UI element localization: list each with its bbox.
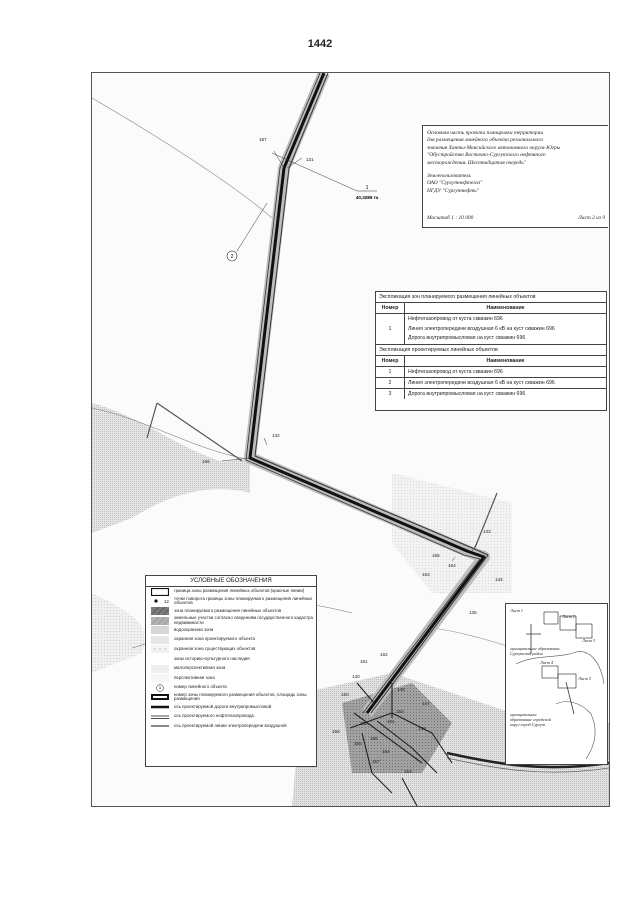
- legend-text: охранная зона существующих объектов: [174, 645, 256, 651]
- point-label-156: 156: [370, 736, 378, 741]
- legend-text: охранная зона проектируемого объекта: [174, 636, 255, 642]
- legend-swatch-line-thin: [151, 722, 169, 730]
- zones-table-caption: Экспликация зон планируемого размещения линейных объектов: [379, 294, 536, 300]
- point-label-155: 155: [354, 741, 362, 746]
- objects-col-number: Номер: [376, 356, 405, 366]
- objects-row-name: Линия электропередачи воздушная 6 кВ на куст скважин 696: [408, 380, 555, 386]
- legend-text: зона планируемого размещения линейных объектов: [174, 607, 282, 613]
- zones-table-header: [376, 302, 606, 314]
- land-user-label: Землепользователь: [427, 173, 471, 180]
- stamp-line: "Обустройство Восточно-Сургутского нефтяного: [427, 152, 546, 159]
- legend-swatch-number: 1: [158, 685, 162, 691]
- point-label-157: 157: [372, 759, 380, 764]
- point-label-131: 131: [306, 157, 314, 162]
- explication-tables: [375, 291, 607, 411]
- point-label-134: 134: [495, 577, 503, 582]
- legend-swatch-hatch-dark: [151, 607, 169, 615]
- legend-swatch-dots: [151, 645, 169, 653]
- point-label-132: 132: [272, 433, 280, 438]
- point-label-153: 153: [404, 769, 412, 774]
- legend-item: [146, 597, 316, 607]
- sheet-number: Лист 2 из 9: [578, 214, 605, 221]
- zones-table-row: [376, 314, 606, 345]
- legend-text: ось проектируемого нефтегазопровода: [174, 713, 254, 719]
- legend-item: [146, 673, 316, 683]
- legend-item: [146, 635, 316, 645]
- legend-swatch-line-double: [151, 713, 169, 721]
- legend-item: [146, 625, 316, 635]
- point-label-160: 160: [341, 692, 349, 697]
- legend-swatch-none: [151, 655, 169, 663]
- zones-row-line: Дорога внутрипромысловая на куст скважин 696: [408, 335, 526, 341]
- point-label-162: 162: [380, 652, 388, 657]
- water-protection-zone: [92, 403, 250, 533]
- overview-inset: [505, 603, 608, 765]
- point-label-166: 166: [202, 459, 210, 464]
- legend-text: перспективная зона: [174, 674, 215, 680]
- zones-col-number: Номер: [376, 303, 405, 313]
- legend-item: [146, 721, 316, 731]
- objects-row-number: 3: [376, 389, 405, 399]
- legend-swatch-grey: [151, 636, 169, 644]
- inset-sheet-label: Лист 3: [582, 638, 595, 643]
- zones-row-line: Нефтегазопровод от куста скважин 696: [408, 316, 503, 322]
- point-label-165: 165: [432, 553, 440, 558]
- legend-item: [146, 712, 316, 722]
- legend-text: номер зоны планируемого размещения объектов, площадь зоны размещения: [174, 691, 307, 702]
- point-label-146: 146: [418, 726, 426, 731]
- legend-text: граница зоны размещения линейных объектов (красные линии): [174, 588, 305, 594]
- legend-swatch-circle: [151, 684, 169, 692]
- legend-swatch-dot: [151, 597, 169, 605]
- inset-region-label: муниципальное образование Сургутский район: [510, 646, 560, 656]
- objects-row-number: 2: [376, 378, 405, 388]
- point-label-151: 151: [387, 719, 395, 724]
- legend-item: [146, 616, 316, 626]
- objects-table-row: [376, 389, 606, 399]
- zones-col-name: Наименование: [486, 305, 525, 311]
- point-label-154: 154: [382, 749, 390, 754]
- map-scale: Масштаб 1 : 10 000: [427, 214, 474, 221]
- stamp-line: значения Ханты-Мансийского автономного округа-Югры: [427, 144, 561, 151]
- object-number: 2: [230, 254, 234, 260]
- legend-text: малоперспективная зона: [174, 665, 226, 671]
- point-label-161: 161: [360, 659, 368, 664]
- inset-sheet-label: Лист 2: [562, 614, 575, 619]
- stamp-line: для размещения линейного объекта регионального: [427, 137, 544, 144]
- point-label-148: 148: [397, 687, 405, 692]
- area-value: 40,3289 га: [355, 195, 379, 200]
- zones-row-line: Линия электропередачи воздушная 6 кВ на куст скважин 696: [408, 325, 555, 332]
- point-label-159: 159: [360, 721, 368, 726]
- point-label-187: 187: [259, 137, 267, 142]
- legend-swatch-box: [151, 588, 169, 596]
- map-legend: [145, 575, 317, 767]
- point-label-163: 163: [422, 572, 430, 577]
- land-user-line: НГДУ "Сургутнефть": [427, 187, 479, 194]
- legend-text: водоохранная зона: [174, 626, 214, 632]
- legend-text: ось проектируемой линии электропередачи воздушной: [174, 722, 287, 728]
- legend-item: [146, 645, 316, 655]
- area-number: 1: [365, 185, 369, 191]
- point-label-164: 164: [448, 563, 456, 568]
- legend-item: [146, 693, 316, 703]
- point-label-140: 140: [352, 674, 360, 679]
- point-label-147: 147: [422, 701, 430, 706]
- inset-sheet-label: Лист 5: [578, 676, 591, 681]
- legend-swatch-vlight: [151, 674, 169, 682]
- point-label-133: 133: [483, 529, 491, 534]
- legend-swatch-number: 12: [163, 598, 169, 604]
- land-user-line: ОАО "Сургутнефтегаз": [427, 180, 483, 187]
- legend-text: номер линейного объекта: [174, 684, 227, 690]
- objects-row-name: Нефтегазопровод от куста скважин 696: [408, 369, 503, 375]
- objects-table-row: [376, 378, 606, 389]
- objects-row-name: Дорога внутрипромысловая на куст скважин 696: [408, 391, 526, 397]
- objects-table-row: [376, 367, 606, 378]
- inset-city-label: муниципальное образование городской округ город Сургут: [510, 712, 551, 727]
- legend-swatch-hatch-light: [151, 626, 169, 634]
- point-label-150: 150: [396, 709, 404, 714]
- stamp-line: месторождения. Шестнадцатая очередь": [427, 159, 526, 166]
- legend-title: УСЛОВНЫЕ ОБОЗНАЧЕНИЯ: [146, 576, 316, 587]
- page-number: 1442: [307, 38, 333, 50]
- objects-table-header: [376, 355, 606, 367]
- map-sheet: [91, 72, 610, 807]
- legend-swatch-hatch-mid: [151, 617, 169, 625]
- objects-col-name: Наименование: [486, 358, 525, 364]
- legend-text: ось проектируемой дороги внутрипромысловой: [174, 703, 272, 709]
- boundary-curve: [92, 98, 272, 218]
- legend-text: точки поворота границы зоны планируемого размещения линейных объектов: [174, 595, 313, 606]
- legend-swatch-bar: [151, 693, 169, 701]
- legend-swatch-line-thick: [151, 703, 169, 711]
- legend-text: земельные участки согласно сведениям государственного кадастра недвижимости: [174, 614, 313, 625]
- objects-row-number: 1: [376, 367, 405, 377]
- zones-row-number: 1: [376, 314, 405, 344]
- legend-item: [146, 702, 316, 712]
- inset-sheet-label: Лист 4: [540, 660, 553, 665]
- inset-sheet-label: Лист 1: [510, 608, 523, 613]
- legend-item: [146, 664, 316, 674]
- objects-table-caption: Экспликация проектируемых линейных объектов: [379, 347, 498, 353]
- legend-item: [146, 654, 316, 664]
- water-protection-zone-lower: [92, 593, 145, 673]
- point-label-158: 158: [332, 729, 340, 734]
- title-stamp: [422, 125, 608, 228]
- zones-row-name: [405, 314, 606, 344]
- legend-items: [146, 587, 316, 731]
- stamp-line: Основная часть проекта планировки территории: [427, 130, 544, 136]
- legend-swatch-lightdots: [151, 665, 169, 673]
- legend-text: зоны историко-культурного наследия: [174, 655, 250, 661]
- inset-map: [506, 604, 607, 764]
- point-label-135: 135: [469, 610, 477, 615]
